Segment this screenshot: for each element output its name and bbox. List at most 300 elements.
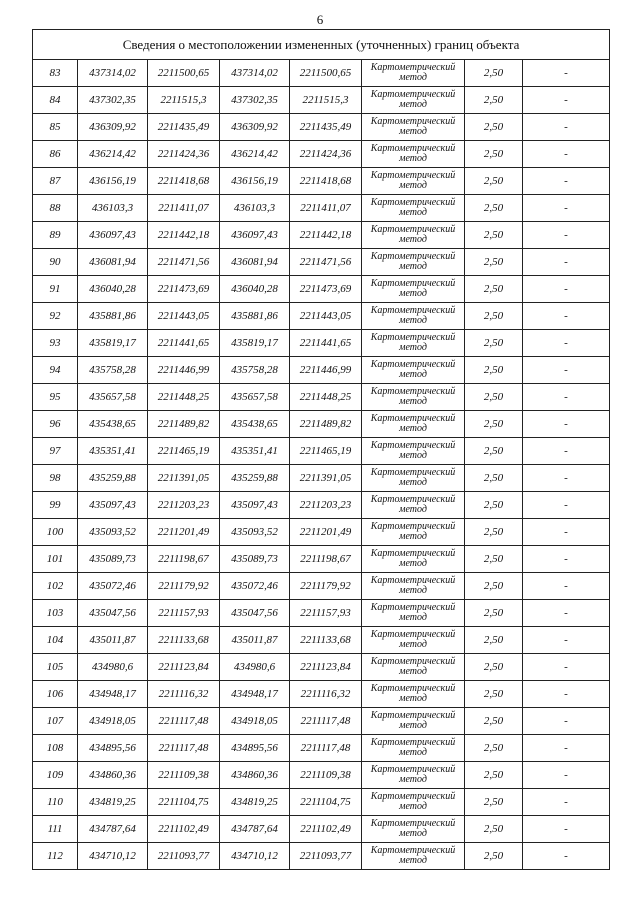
table-row <box>33 195 610 222</box>
new-x-cell: 434819,25 <box>220 789 290 816</box>
method-line-1: Картометрический <box>370 251 456 262</box>
method-line-1: Картометрический <box>370 710 456 721</box>
method-line-1: Картометрический <box>370 197 456 208</box>
accuracy-cell: 2,50 <box>465 519 523 546</box>
method-cell <box>362 465 465 492</box>
existing-y-cell: 2211201,49 <box>148 519 220 546</box>
new-x-cell: 436081,94 <box>220 249 290 276</box>
existing-y-cell: 2211443,05 <box>148 303 220 330</box>
existing-x-cell: 434948,17 <box>78 681 148 708</box>
existing-x-cell: 435351,41 <box>78 438 148 465</box>
accuracy-cell: 2,50 <box>465 303 523 330</box>
description-cell: - <box>523 627 610 654</box>
point-number-cell: 91 <box>33 276 78 303</box>
method-cell <box>362 492 465 519</box>
point-number-cell: 99 <box>33 492 78 519</box>
accuracy-cell: 2,50 <box>465 492 523 519</box>
description-cell: - <box>523 384 610 411</box>
accuracy-cell: 2,50 <box>465 789 523 816</box>
table-row <box>33 141 610 168</box>
table-row <box>33 654 610 681</box>
new-y-cell: 2211471,56 <box>290 249 362 276</box>
method-cell <box>362 708 465 735</box>
method-cell <box>362 546 465 573</box>
method-line-2: метод <box>399 774 427 785</box>
point-number-cell: 103 <box>33 600 78 627</box>
existing-x-cell: 435097,43 <box>78 492 148 519</box>
new-y-cell: 2211446,99 <box>290 357 362 384</box>
new-x-cell: 435047,56 <box>220 600 290 627</box>
new-y-cell: 2211157,93 <box>290 600 362 627</box>
accuracy-cell: 2,50 <box>465 330 523 357</box>
description-cell: - <box>523 195 610 222</box>
existing-x-cell: 437302,35 <box>78 87 148 114</box>
method-line-1: Картометрический <box>370 602 456 613</box>
new-x-cell: 435011,87 <box>220 627 290 654</box>
existing-x-cell: 436040,28 <box>78 276 148 303</box>
existing-x-cell: 435093,52 <box>78 519 148 546</box>
new-x-cell: 435758,28 <box>220 357 290 384</box>
existing-x-cell: 436214,42 <box>78 141 148 168</box>
new-y-cell: 2211443,05 <box>290 303 362 330</box>
method-line-2: метод <box>399 342 427 353</box>
table-row <box>33 708 610 735</box>
method-cell <box>362 627 465 654</box>
existing-y-cell: 2211104,75 <box>148 789 220 816</box>
method-cell <box>362 438 465 465</box>
method-cell <box>362 816 465 843</box>
method-cell <box>362 411 465 438</box>
accuracy-cell: 2,50 <box>465 60 523 87</box>
method-cell <box>362 681 465 708</box>
method-line-1: Картометрический <box>370 413 456 424</box>
table-row <box>33 762 610 789</box>
existing-y-cell: 2211117,48 <box>148 735 220 762</box>
method-cell <box>362 330 465 357</box>
existing-y-cell: 2211448,25 <box>148 384 220 411</box>
accuracy-cell: 2,50 <box>465 276 523 303</box>
method-cell <box>362 114 465 141</box>
description-cell: - <box>523 411 610 438</box>
accuracy-cell: 2,50 <box>465 141 523 168</box>
description-cell: - <box>523 465 610 492</box>
new-x-cell: 434787,64 <box>220 816 290 843</box>
new-x-cell: 435093,52 <box>220 519 290 546</box>
table-row <box>33 438 610 465</box>
new-x-cell: 434710,12 <box>220 843 290 870</box>
description-cell: - <box>523 330 610 357</box>
method-cell <box>362 789 465 816</box>
existing-x-cell: 435657,58 <box>78 384 148 411</box>
new-x-cell: 435438,65 <box>220 411 290 438</box>
accuracy-cell: 2,50 <box>465 654 523 681</box>
existing-y-cell: 2211102,49 <box>148 816 220 843</box>
accuracy-cell: 2,50 <box>465 87 523 114</box>
method-line-1: Картометрический <box>370 467 456 478</box>
new-x-cell: 436103,3 <box>220 195 290 222</box>
new-x-cell: 435657,58 <box>220 384 290 411</box>
method-cell <box>362 141 465 168</box>
new-x-cell: 435259,88 <box>220 465 290 492</box>
point-number-cell: 83 <box>33 60 78 87</box>
new-y-cell: 2211093,77 <box>290 843 362 870</box>
table-row <box>33 60 610 87</box>
accuracy-cell: 2,50 <box>465 465 523 492</box>
new-y-cell: 2211123,84 <box>290 654 362 681</box>
method-line-1: Картометрический <box>370 494 456 505</box>
description-cell: - <box>523 573 610 600</box>
method-line-1: Картометрический <box>370 764 456 775</box>
point-number-cell: 109 <box>33 762 78 789</box>
method-line-2: метод <box>399 423 427 434</box>
method-line-2: метод <box>399 558 427 569</box>
existing-x-cell: 434860,36 <box>78 762 148 789</box>
description-cell: - <box>523 816 610 843</box>
existing-x-cell: 436309,92 <box>78 114 148 141</box>
method-line-2: метод <box>399 153 427 164</box>
table-row <box>33 330 610 357</box>
method-line-2: метод <box>399 234 427 245</box>
method-line-1: Картометрический <box>370 278 456 289</box>
existing-x-cell: 435758,28 <box>78 357 148 384</box>
point-number-cell: 100 <box>33 519 78 546</box>
new-y-cell: 2211465,19 <box>290 438 362 465</box>
accuracy-cell: 2,50 <box>465 438 523 465</box>
existing-y-cell: 2211123,84 <box>148 654 220 681</box>
new-x-cell: 434860,36 <box>220 762 290 789</box>
description-cell: - <box>523 249 610 276</box>
existing-x-cell: 435072,46 <box>78 573 148 600</box>
accuracy-cell: 2,50 <box>465 573 523 600</box>
new-x-cell: 435351,41 <box>220 438 290 465</box>
new-y-cell: 2211116,32 <box>290 681 362 708</box>
new-y-cell: 2211442,18 <box>290 222 362 249</box>
new-x-cell: 436097,43 <box>220 222 290 249</box>
method-line-2: метод <box>399 666 427 677</box>
existing-y-cell: 2211465,19 <box>148 438 220 465</box>
existing-x-cell: 435438,65 <box>78 411 148 438</box>
new-y-cell: 2211411,07 <box>290 195 362 222</box>
existing-y-cell: 2211515,3 <box>148 87 220 114</box>
table-row <box>33 735 610 762</box>
point-number-cell: 98 <box>33 465 78 492</box>
method-line-2: метод <box>399 396 427 407</box>
point-number-cell: 87 <box>33 168 78 195</box>
new-y-cell: 2211102,49 <box>290 816 362 843</box>
method-line-1: Картометрический <box>370 143 456 154</box>
method-cell <box>362 735 465 762</box>
existing-x-cell: 435259,88 <box>78 465 148 492</box>
method-line-2: метод <box>399 99 427 110</box>
table-row <box>33 843 610 870</box>
new-y-cell: 2211515,3 <box>290 87 362 114</box>
point-number-cell: 101 <box>33 546 78 573</box>
accuracy-cell: 2,50 <box>465 195 523 222</box>
method-line-1: Картометрический <box>370 845 456 856</box>
point-number-cell: 95 <box>33 384 78 411</box>
new-y-cell: 2211418,68 <box>290 168 362 195</box>
point-number-cell: 94 <box>33 357 78 384</box>
new-x-cell: 436214,42 <box>220 141 290 168</box>
method-line-2: метод <box>399 585 427 596</box>
new-y-cell: 2211117,48 <box>290 735 362 762</box>
table-row <box>33 276 610 303</box>
existing-x-cell: 435089,73 <box>78 546 148 573</box>
new-y-cell: 2211104,75 <box>290 789 362 816</box>
description-cell: - <box>523 708 610 735</box>
existing-y-cell: 2211157,93 <box>148 600 220 627</box>
method-cell <box>362 195 465 222</box>
method-line-1: Картометрический <box>370 305 456 316</box>
table-row <box>33 600 610 627</box>
description-cell: - <box>523 492 610 519</box>
accuracy-cell: 2,50 <box>465 168 523 195</box>
existing-y-cell: 2211093,77 <box>148 843 220 870</box>
new-x-cell: 434948,17 <box>220 681 290 708</box>
existing-y-cell: 2211133,68 <box>148 627 220 654</box>
table-row <box>33 789 610 816</box>
new-y-cell: 2211203,23 <box>290 492 362 519</box>
new-x-cell: 436156,19 <box>220 168 290 195</box>
method-cell <box>362 384 465 411</box>
method-line-2: метод <box>399 180 427 191</box>
new-x-cell: 435097,43 <box>220 492 290 519</box>
existing-y-cell: 2211198,67 <box>148 546 220 573</box>
method-line-2: метод <box>399 369 427 380</box>
method-line-1: Картометрический <box>370 386 456 397</box>
method-line-1: Картометрический <box>370 359 456 370</box>
method-line-1: Картометрический <box>370 224 456 235</box>
point-number-cell: 88 <box>33 195 78 222</box>
existing-y-cell: 2211411,07 <box>148 195 220 222</box>
description-cell: - <box>523 87 610 114</box>
existing-y-cell: 2211117,48 <box>148 708 220 735</box>
method-line-1: Картометрический <box>370 62 456 73</box>
existing-y-cell: 2211500,65 <box>148 60 220 87</box>
new-y-cell: 2211435,49 <box>290 114 362 141</box>
method-line-2: метод <box>399 693 427 704</box>
accuracy-cell: 2,50 <box>465 384 523 411</box>
point-number-cell: 110 <box>33 789 78 816</box>
description-cell: - <box>523 303 610 330</box>
new-y-cell: 2211201,49 <box>290 519 362 546</box>
method-line-2: метод <box>399 288 427 299</box>
point-number-cell: 111 <box>33 816 78 843</box>
method-line-1: Картометрический <box>370 575 456 586</box>
method-line-2: метод <box>399 639 427 650</box>
point-number-cell: 108 <box>33 735 78 762</box>
method-cell <box>362 303 465 330</box>
existing-x-cell: 436103,3 <box>78 195 148 222</box>
method-line-2: метод <box>399 855 427 866</box>
accuracy-cell: 2,50 <box>465 249 523 276</box>
existing-y-cell: 2211391,05 <box>148 465 220 492</box>
table-row <box>33 222 610 249</box>
description-cell: - <box>523 735 610 762</box>
point-number-cell: 106 <box>33 681 78 708</box>
point-number-cell: 105 <box>33 654 78 681</box>
existing-y-cell: 2211203,23 <box>148 492 220 519</box>
point-number-cell: 84 <box>33 87 78 114</box>
method-line-2: метод <box>399 828 427 839</box>
table-row <box>33 249 610 276</box>
accuracy-cell: 2,50 <box>465 627 523 654</box>
method-line-2: метод <box>399 126 427 137</box>
new-y-cell: 2211489,82 <box>290 411 362 438</box>
new-y-cell: 2211198,67 <box>290 546 362 573</box>
method-line-1: Картометрический <box>370 737 456 748</box>
existing-y-cell: 2211424,36 <box>148 141 220 168</box>
existing-x-cell: 434918,05 <box>78 708 148 735</box>
method-line-2: метод <box>399 315 427 326</box>
method-cell <box>362 519 465 546</box>
description-cell: - <box>523 114 610 141</box>
method-line-2: метод <box>399 612 427 623</box>
point-number-cell: 86 <box>33 141 78 168</box>
new-x-cell: 435881,86 <box>220 303 290 330</box>
point-number-cell: 85 <box>33 114 78 141</box>
accuracy-cell: 2,50 <box>465 735 523 762</box>
method-line-2: метод <box>399 207 427 218</box>
existing-y-cell: 2211435,49 <box>148 114 220 141</box>
table-row <box>33 465 610 492</box>
new-x-cell: 434918,05 <box>220 708 290 735</box>
method-line-2: метод <box>399 477 427 488</box>
description-cell: - <box>523 438 610 465</box>
table-row <box>33 573 610 600</box>
table-row <box>33 546 610 573</box>
new-x-cell: 434980,6 <box>220 654 290 681</box>
existing-y-cell: 2211418,68 <box>148 168 220 195</box>
existing-x-cell: 436156,19 <box>78 168 148 195</box>
new-x-cell: 435819,17 <box>220 330 290 357</box>
page-number: 6 <box>316 12 324 27</box>
accuracy-cell: 2,50 <box>465 816 523 843</box>
existing-y-cell: 2211471,56 <box>148 249 220 276</box>
existing-x-cell: 434787,64 <box>78 816 148 843</box>
new-y-cell: 2211424,36 <box>290 141 362 168</box>
table-row <box>33 492 610 519</box>
method-cell <box>362 222 465 249</box>
method-cell <box>362 357 465 384</box>
method-line-1: Картометрический <box>370 818 456 829</box>
method-line-1: Картометрический <box>370 683 456 694</box>
accuracy-cell: 2,50 <box>465 546 523 573</box>
method-line-2: метод <box>399 72 427 83</box>
description-cell: - <box>523 357 610 384</box>
table-row <box>33 168 610 195</box>
point-number-cell: 92 <box>33 303 78 330</box>
table-row <box>33 87 610 114</box>
method-line-2: метод <box>399 450 427 461</box>
new-x-cell: 437302,35 <box>220 87 290 114</box>
new-x-cell: 436040,28 <box>220 276 290 303</box>
new-x-cell: 437314,02 <box>220 60 290 87</box>
method-line-1: Картометрический <box>370 170 456 181</box>
description-cell: - <box>523 222 610 249</box>
description-cell: - <box>523 654 610 681</box>
method-line-2: метод <box>399 720 427 731</box>
accuracy-cell: 2,50 <box>465 708 523 735</box>
table-row <box>33 303 610 330</box>
point-number-cell: 107 <box>33 708 78 735</box>
method-line-1: Картометрический <box>370 791 456 802</box>
point-number-cell: 102 <box>33 573 78 600</box>
table-row <box>33 681 610 708</box>
existing-x-cell: 435047,56 <box>78 600 148 627</box>
point-number-cell: 97 <box>33 438 78 465</box>
method-line-1: Картометрический <box>370 548 456 559</box>
accuracy-cell: 2,50 <box>465 357 523 384</box>
new-x-cell: 435089,73 <box>220 546 290 573</box>
description-cell: - <box>523 762 610 789</box>
new-x-cell: 435072,46 <box>220 573 290 600</box>
description-cell: - <box>523 600 610 627</box>
existing-x-cell: 435881,86 <box>78 303 148 330</box>
accuracy-cell: 2,50 <box>465 600 523 627</box>
existing-x-cell: 437314,02 <box>78 60 148 87</box>
existing-x-cell: 436097,43 <box>78 222 148 249</box>
method-cell <box>362 843 465 870</box>
new-y-cell: 2211117,48 <box>290 708 362 735</box>
method-cell <box>362 60 465 87</box>
table-row <box>33 114 610 141</box>
new-y-cell: 2211179,92 <box>290 573 362 600</box>
description-cell: - <box>523 141 610 168</box>
accuracy-cell: 2,50 <box>465 681 523 708</box>
method-cell <box>362 87 465 114</box>
point-number-cell: 93 <box>33 330 78 357</box>
description-cell: - <box>523 60 610 87</box>
existing-y-cell: 2211442,18 <box>148 222 220 249</box>
accuracy-cell: 2,50 <box>465 222 523 249</box>
method-line-1: Картометрический <box>370 332 456 343</box>
new-x-cell: 436309,92 <box>220 114 290 141</box>
existing-x-cell: 436081,94 <box>78 249 148 276</box>
new-y-cell: 2211500,65 <box>290 60 362 87</box>
method-cell <box>362 276 465 303</box>
table-row <box>33 519 610 546</box>
new-y-cell: 2211448,25 <box>290 384 362 411</box>
method-line-1: Картометрический <box>370 521 456 532</box>
new-y-cell: 2211133,68 <box>290 627 362 654</box>
method-line-2: метод <box>399 747 427 758</box>
existing-y-cell: 2211473,69 <box>148 276 220 303</box>
table-row <box>33 816 610 843</box>
table-row <box>33 627 610 654</box>
point-number-cell: 89 <box>33 222 78 249</box>
description-cell: - <box>523 546 610 573</box>
existing-x-cell: 434819,25 <box>78 789 148 816</box>
table-row <box>33 384 610 411</box>
accuracy-cell: 2,50 <box>465 843 523 870</box>
existing-y-cell: 2211489,82 <box>148 411 220 438</box>
description-cell: - <box>523 843 610 870</box>
existing-y-cell: 2211446,99 <box>148 357 220 384</box>
existing-x-cell: 434710,12 <box>78 843 148 870</box>
method-cell <box>362 249 465 276</box>
method-line-2: метод <box>399 531 427 542</box>
point-number-cell: 112 <box>33 843 78 870</box>
existing-x-cell: 434895,56 <box>78 735 148 762</box>
existing-y-cell: 2211116,32 <box>148 681 220 708</box>
method-line-2: метод <box>399 261 427 272</box>
method-cell <box>362 168 465 195</box>
method-line-2: метод <box>399 504 427 515</box>
new-y-cell: 2211441,65 <box>290 330 362 357</box>
existing-x-cell: 435011,87 <box>78 627 148 654</box>
new-x-cell: 434895,56 <box>220 735 290 762</box>
